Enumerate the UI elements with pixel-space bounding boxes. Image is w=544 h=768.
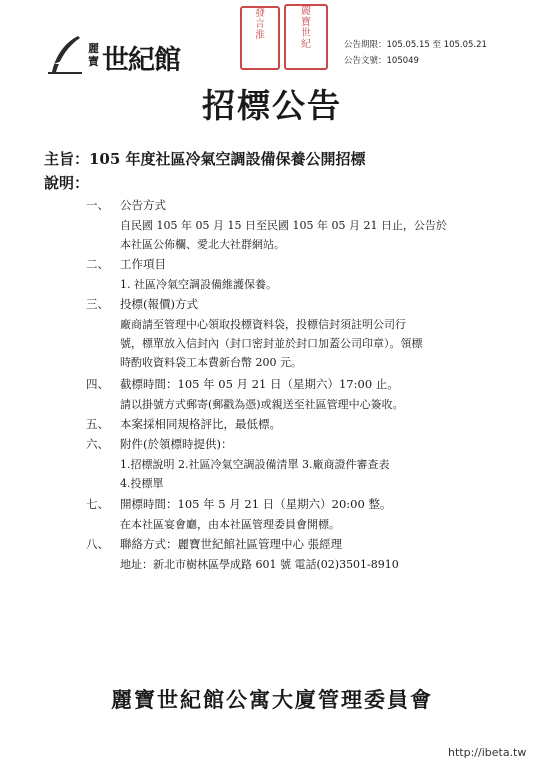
seal-char: 言 [255, 19, 265, 30]
item-number: 七、 [86, 497, 109, 511]
logo-small-char: 寶 [88, 55, 99, 68]
explanation-label: 說明： [44, 174, 90, 192]
item-number: 六、 [86, 437, 109, 451]
company-logo [44, 30, 180, 82]
document-number: 公告文號：105049 [344, 56, 419, 66]
committee-signature: 麗寶世紀館公寓大廈管理委員會 [111, 688, 433, 712]
item-line: 廠商請至管理中心領取投標資料袋，投標信封須註明公司行 [120, 318, 406, 331]
announcement-period: 公告期限：105.05.15 至 105.05.21 [344, 40, 487, 50]
item-line: 自民國 105 年 05 月 15 日至民國 105 年 05 月 21 日止，公告於 [120, 219, 447, 232]
item-heading: 工作項目 [120, 257, 166, 271]
item-number: 二、 [86, 257, 109, 271]
seal-char: 麗 [301, 6, 311, 17]
item-line: 本社區公佈欄、愛北大社群網站。 [120, 238, 285, 251]
item-number: 三、 [86, 297, 109, 311]
item-number: 八、 [86, 537, 109, 551]
item-heading: 公告方式 [120, 198, 166, 212]
logo-name: 世紀館 [102, 45, 180, 76]
item-line: 號，標單放入信封內（封口密封並於封口加蓋公司印章）。領標 [120, 337, 423, 350]
seal-char: 紀 [301, 39, 311, 50]
seal-char: 發 [255, 8, 265, 19]
item-heading: 本案採相同規格評比，最低標。 [120, 417, 281, 431]
feather-logo-icon [48, 34, 82, 74]
item-line: 在本社區宴會廳，由本社區管理委員會開標。 [120, 518, 340, 531]
watermark-url: http://ibeta.tw [448, 746, 527, 759]
page-title: 招標公告 [202, 86, 342, 125]
item-heading: 附件(於領標時提供)： [120, 437, 233, 451]
item-line: 4.投標單 [120, 477, 164, 490]
subject-line: 主旨：105 年度社區冷氣空調設備保養公開招標 [44, 150, 366, 168]
item-line: 1.招標說明 2.社區冷氣空調設備清單 3.廠商證件審查表 [120, 458, 390, 471]
seal-char: 世 [301, 28, 311, 39]
logo-small-char: 麗 [88, 42, 99, 55]
item-heading: 投標(報價)方式 [120, 297, 198, 311]
item-line: 1. 社區冷氣空調設備維護保養。 [120, 278, 277, 291]
item-line: 時酌收資料袋工本費新台幣 200 元。 [120, 356, 302, 369]
logo-small-text [88, 42, 99, 68]
item-heading: 開標時間：105 年 5 月 21 日（星期六）20:00 整。 [120, 497, 392, 511]
item-number: 一、 [86, 198, 109, 212]
red-seal-stamp [240, 6, 280, 70]
item-number: 五、 [86, 417, 109, 431]
red-seal-stamp [284, 4, 328, 70]
seal-char: 淮 [255, 30, 265, 41]
item-heading: 聯絡方式：麗寶世紀館社區管理中心 張經理 [120, 537, 343, 551]
item-number: 四、 [86, 377, 109, 391]
item-line: 請以掛號方式郵寄(郵戳為憑)或親送至社區管理中心簽收。 [120, 398, 404, 411]
seal-char: 寶 [301, 17, 311, 28]
item-line: 地址：新北市樹林區學成路 601 號 電話(02)3501-8910 [120, 558, 399, 571]
item-heading: 截標時間：105 年 05 月 21 日（星期六）17:00 止。 [120, 377, 399, 391]
